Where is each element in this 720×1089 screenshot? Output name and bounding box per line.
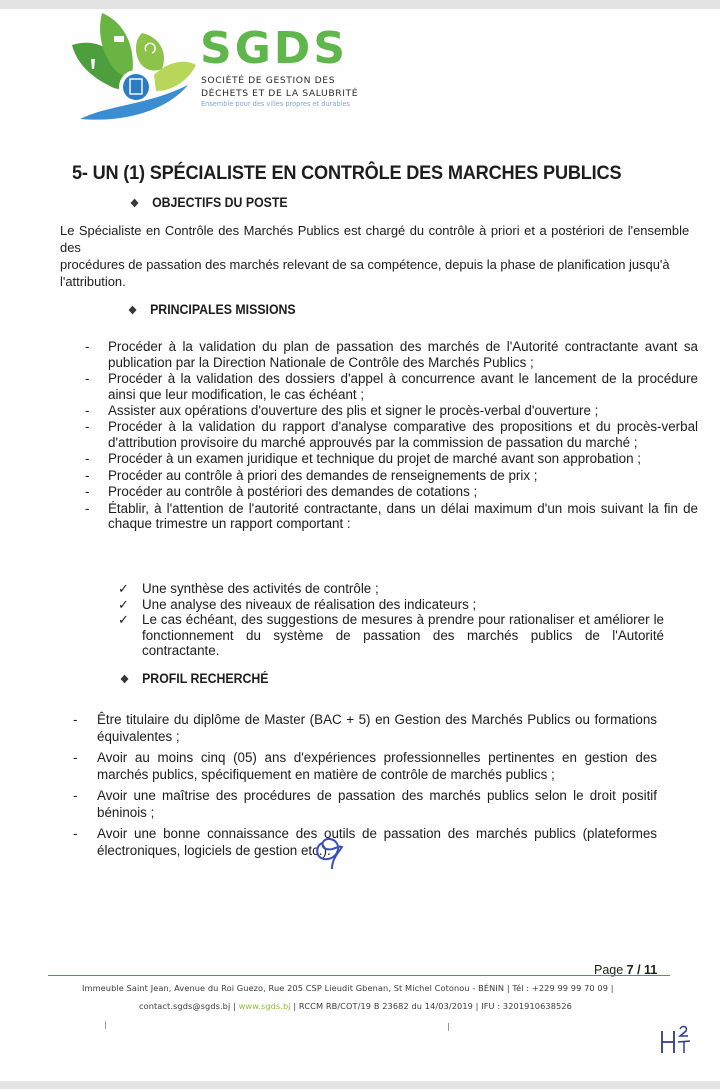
- list-item: [85, 370, 698, 402]
- list-item: [85, 484, 698, 500]
- scan-mark: [105, 1021, 106, 1029]
- list-item-text: Procéder à un examen juridique et technique du projet de marché avant son approbation ;: [108, 451, 641, 467]
- missions-list: [85, 339, 698, 533]
- profil-list: [73, 711, 657, 863]
- list-item-text: Être titulaire du diplôme de Master (BAC + 5) en Gestion des Marchés Publics ou formations équivalentes ;: [97, 712, 657, 744]
- dash-bullet: -: [85, 467, 90, 483]
- footer-divider: [48, 975, 670, 976]
- list-item-text: Procéder au contrôle à postériori des demandes de cotations ;: [108, 484, 478, 500]
- list-item-text: Une analyse des niveaux de réalisation des indicateurs ;: [142, 596, 477, 612]
- page-title: 5- UN (1) SPÉCIALISTE EN CONTRÔLE DES MARCHES PUBLICS: [72, 162, 622, 184]
- section-heading-text: PROFIL RECHERCHÉ: [142, 671, 269, 686]
- section-heading-text: OBJECTIFS DU POSTE: [152, 195, 288, 210]
- footer-website[interactable]: www.sgds.bj: [238, 1001, 291, 1011]
- list-item: [73, 711, 657, 745]
- brand-subtitle: [201, 74, 358, 100]
- list-item-text: Le cas échéant, des suggestions de mesures à prendre pour rationaliser et améliorer le fonctionnement du système de passation des marchés publics de l'Autorité contractante.: [142, 612, 664, 659]
- section-heading-missions: [128, 302, 296, 317]
- diamond-bullet-icon: ❖: [128, 305, 138, 317]
- brand-subtitle-line2: DÉCHETS ET DE LA SALUBRITÉ: [201, 88, 359, 99]
- dash-bullet: -: [73, 788, 78, 803]
- list-item: [85, 467, 698, 484]
- handwritten-initials: [658, 1023, 698, 1059]
- list-item: [118, 581, 664, 597]
- checkmark-icon: ✓: [118, 596, 129, 612]
- list-item: [85, 402, 698, 419]
- footer-separator: |: [230, 1001, 239, 1011]
- scan-mark: [448, 1023, 449, 1031]
- document-page: [0, 9, 720, 1081]
- list-item: [118, 596, 664, 613]
- list-item-text: Une synthèse des activités de contrôle ;: [142, 581, 379, 596]
- dash-bullet: -: [85, 419, 90, 435]
- brand-subtitle-line1: SOCIÉTÉ DE GESTION DES: [201, 75, 336, 86]
- list-item-text: Avoir une maîtrise des procédures de passation des marchés publics selon le droit positif béninois ;: [97, 788, 657, 820]
- diamond-bullet-icon: ❖: [130, 198, 140, 210]
- list-item: [85, 451, 698, 467]
- page-label: Page: [594, 963, 627, 977]
- list-item: [85, 419, 698, 450]
- list-item-text: Procéder au contrôle à priori des demandes de renseignements de prix ;: [108, 467, 538, 483]
- list-item: [85, 339, 698, 370]
- handwritten-initial-signature: [312, 833, 348, 873]
- dash-bullet: -: [73, 712, 78, 727]
- brand-name: SGDS: [200, 23, 349, 74]
- brand-tagline: Ensemble pour des villes propres et durables: [201, 100, 350, 108]
- footer-registration: | RCCM RB/COT/19 B 23682 du 14/03/2019 | IFU : 3201910638526: [290, 1001, 572, 1011]
- list-item-text: Procéder à la validation du plan de passation des marchés de l'Autorité contractante avant sa publication par la Direction Nationale de Contrôle des Marchés Publics ;: [108, 339, 698, 370]
- dash-bullet: -: [73, 750, 78, 765]
- list-item-text: Procéder à la validation des dossiers d'appel à concurrence avant le lancement de la procédure ainsi que leur modification, le cas échéant ;: [108, 370, 698, 402]
- section-heading-text: PRINCIPALES MISSIONS: [150, 302, 296, 317]
- list-item-text: Avoir au moins cinq (05) ans d'expériences professionnelles pertinentes en gestion des marchés publics, spécifiquement en matière de contrôle de marchés publics ;: [97, 750, 657, 782]
- list-item-text: Établir, à l'attention de l'autorité contractante, dans un délai maximum d'un mois suivant la fin de chaque trimestre un rapport comportant :: [108, 500, 698, 532]
- dash-bullet: -: [85, 484, 90, 500]
- footer-contact: [139, 1001, 572, 1011]
- dash-bullet: -: [85, 451, 90, 467]
- list-item: [73, 825, 657, 859]
- dash-bullet: -: [85, 339, 90, 354]
- list-item-text: Procéder à la validation du rapport d'analyse comparative des propositions et du procès-verbal d'attribution provisoire du marché approuvés par la commission de passation du marché ;: [108, 419, 698, 450]
- list-item: [73, 749, 657, 783]
- diamond-bullet-icon: ❖: [120, 674, 130, 686]
- paragraph-line: Le Spécialiste en Contrôle des Marchés Publics est chargé du contrôle à priori et a postériori de l'ensemble des: [60, 223, 690, 255]
- checkmark-icon: ✓: [118, 612, 129, 628]
- objectifs-paragraph: [60, 222, 689, 290]
- report-contents-list: [118, 581, 664, 659]
- list-item: [118, 612, 664, 659]
- sgds-leaf-logo-icon: [68, 9, 198, 125]
- list-item: [73, 787, 657, 821]
- list-item-text: Assister aux opérations d'ouverture des plis et signer le procès-verbal d'ouverture ;: [108, 402, 599, 418]
- section-heading-objectifs: [130, 195, 288, 210]
- paragraph-line: l'attribution.: [60, 274, 126, 289]
- checkmark-icon: ✓: [118, 581, 129, 596]
- page-current: 7 / 11: [626, 963, 658, 977]
- section-heading-profil: [120, 671, 268, 686]
- dash-bullet: -: [85, 370, 90, 386]
- footer-address: Immeuble Saint Jean, Avenue du Roi Guezo, Rue 205 CSP Lieudit Gbenan, St Michel Cotonou - BÉNIN | Tél : +229 99 99 70 09 |: [82, 983, 614, 993]
- dash-bullet: -: [73, 826, 78, 841]
- dash-bullet: -: [85, 500, 90, 516]
- list-item: [85, 500, 698, 532]
- dash-bullet: -: [85, 402, 90, 418]
- footer-email[interactable]: contact.sgds@sgds.bj: [139, 1001, 231, 1011]
- list-item-text: Avoir une bonne connaissance des outils de passation des marchés publics (plateformes électroniques, logiciels de gestion etc.).: [97, 826, 657, 858]
- paragraph-line: procédures de passation des marchés relevant de sa compétence, depuis la phase de planification jusqu'à: [60, 257, 670, 272]
